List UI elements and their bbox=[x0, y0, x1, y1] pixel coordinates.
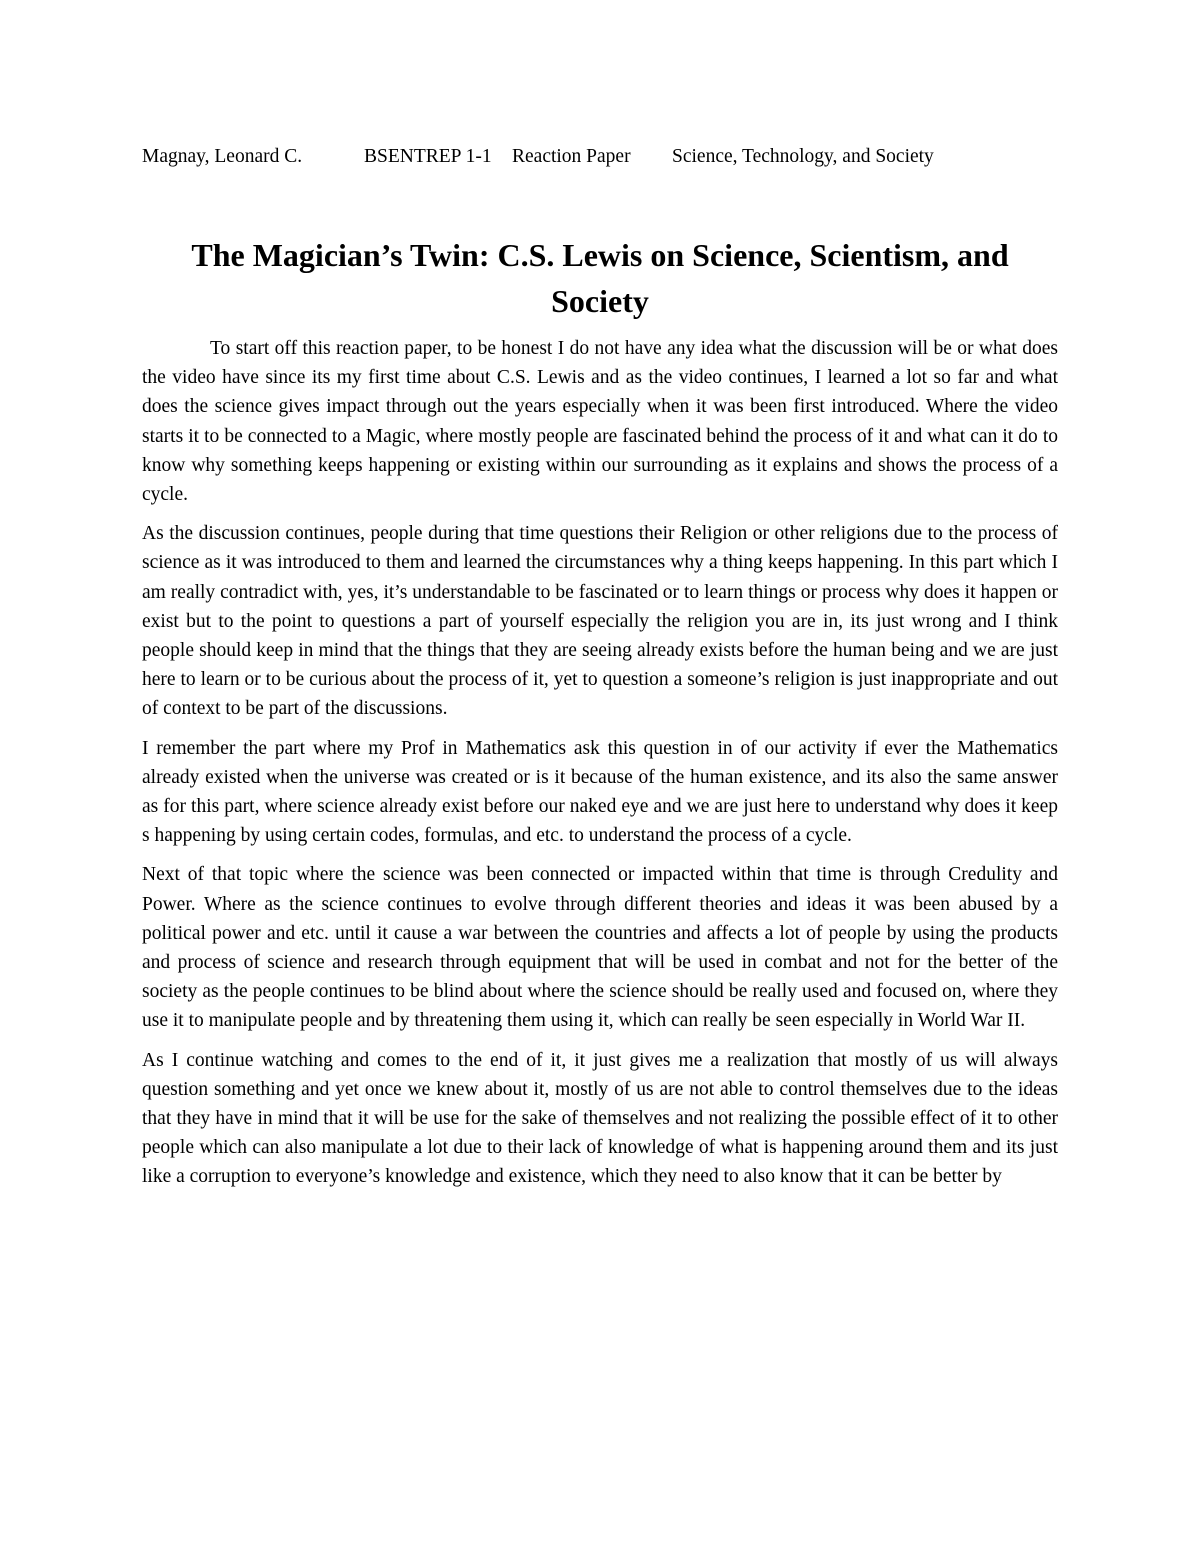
document-body bbox=[142, 334, 1058, 1202]
body-paragraph: As I continue watching and comes to the end of it, it just gives me a realization that mostly of us will always question something and yet once we knew about it, mostly of us are not able to control themselves due to the ideas that they have in mind that it will be use for the sake of themselves and not realizing the possible effect of it to other people which can also manipulate a lot due to their lack of knowledge of what is happening around them and its just like a corruption to everyone’s knowledge and existence, which they need to also know that it can be better by bbox=[142, 1049, 1058, 1188]
body-paragraph: To start off this reaction paper, to be honest I do not have any idea what the discussion will be or what does the video have since its my first time about C.S. Lewis and as the video continues, I learned a lot so far and what does the science gives impact through out the years especially when it was been first introduced. Where the video starts it to be connected to a Magic, where mostly people are fascinated behind the process of it and what can it do to know why something keeps happening or existing within our surrounding as it explains and shows the process of a cycle. bbox=[142, 338, 1058, 506]
author-name: Magnay, Leonard C. bbox=[142, 146, 303, 167]
body-paragraph: As the discussion continues, people during that time questions their Religion or other religions due to the process of science as it was introduced to them and learned the circumstances why a thing keeps happening. In this part which I am really contradict with, yes, it’s understandable to be fascinated or to learn things or process why does it happen or exist but to the point to questions a part of yourself especially the religion you are in, its just wrong and I think people should keep in mind that the things that they are seeing already exists before the human being and we are just here to learn or to be curious about the process of it, yet to question a someone’s religion is just inappropriate and out of context to be part of the discussions. bbox=[142, 523, 1058, 720]
body-paragraph: Next of that topic where the science was been connected or impacted within that time is through Credulity and Power. Where as the science continues to evolve through different theories and ideas it was been abused by a political power and etc. until it cause a war between the countries and affects a lot of people by using the products and process of science and research through equipment that will be used in combat and not for the better of the society as the people continues to be blind about where the science should be really used and focused on, where they use it to manipulate people and by threatening them using it, which can really be seen especially in World War II. bbox=[142, 864, 1058, 1032]
document-title: The Magician’s Twin: C.S. Lewis on Science, Scientism, and Society bbox=[191, 237, 1009, 319]
course-section: BSENTREP 1-1 bbox=[364, 146, 492, 167]
body-paragraph: I remember the part where my Prof in Mathematics ask this question in of our activity if ever the Mathematics already existed when the universe was created or is it because of the human existence, and its also the same answer as for this part, where science already exist before our naked eye and we are just here to understand why does it keep s happening by using certain codes, formulas, and etc. to understand the process of a cycle. bbox=[142, 737, 1058, 847]
document-header bbox=[142, 143, 1102, 171]
document-type: Reaction Paper bbox=[512, 146, 631, 167]
subject-name: Science, Technology, and Society bbox=[672, 146, 934, 167]
